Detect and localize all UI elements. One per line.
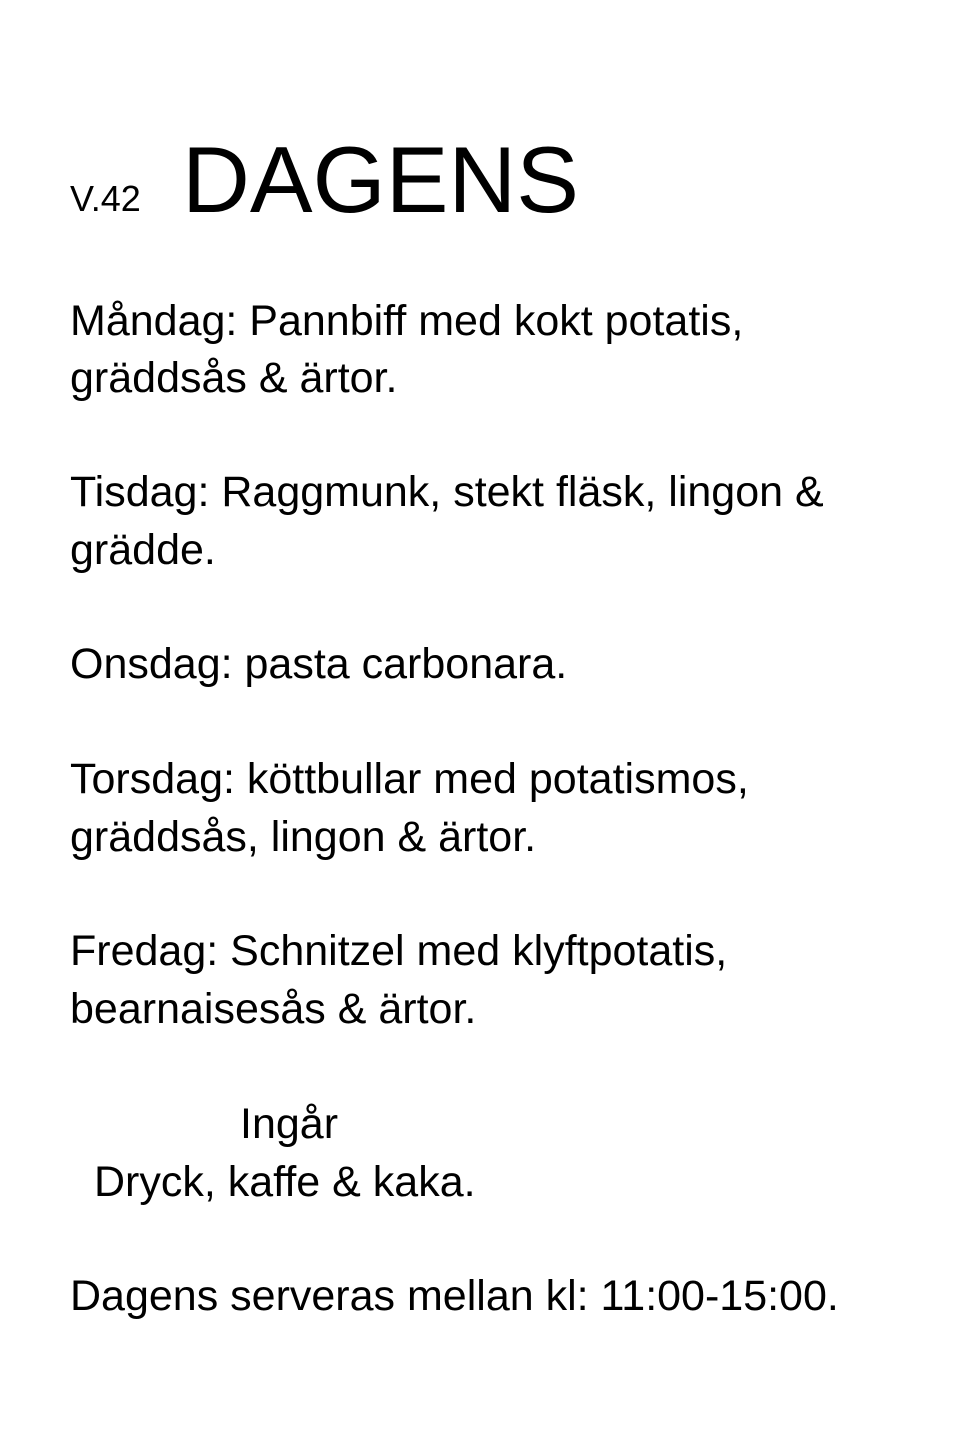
week-number: V.42 [70, 178, 141, 219]
monday-menu-line-1: Måndag: Pannbiff med kokt potatis, [70, 297, 744, 345]
tuesday-menu-line-2: grädde. [70, 526, 216, 574]
thursday-menu-line-2: gräddsås, lingon & ärtor. [70, 813, 537, 861]
friday-menu-line-2: bearnaisesås & ärtor. [70, 985, 477, 1033]
monday-menu-line-2: gräddsås & ärtor. [70, 354, 398, 402]
serving-hours: Dagens serveras mellan kl: 11:00-15:00. [70, 1272, 839, 1320]
tuesday-menu-line-1: Tisdag: Raggmunk, stekt fläsk, lingon & [70, 468, 824, 516]
thursday-menu-line-1: Torsdag: köttbullar med potatismos, [70, 755, 749, 803]
wednesday-menu-line-1: Onsdag: pasta carbonara. [70, 640, 568, 688]
included-heading: Ingår [240, 1100, 339, 1148]
included-items: Dryck, kaffe & kaka. [94, 1158, 476, 1206]
page-title: DAGENS [182, 127, 579, 232]
friday-menu-line-1: Fredag: Schnitzel med klyftpotatis, [70, 927, 728, 975]
